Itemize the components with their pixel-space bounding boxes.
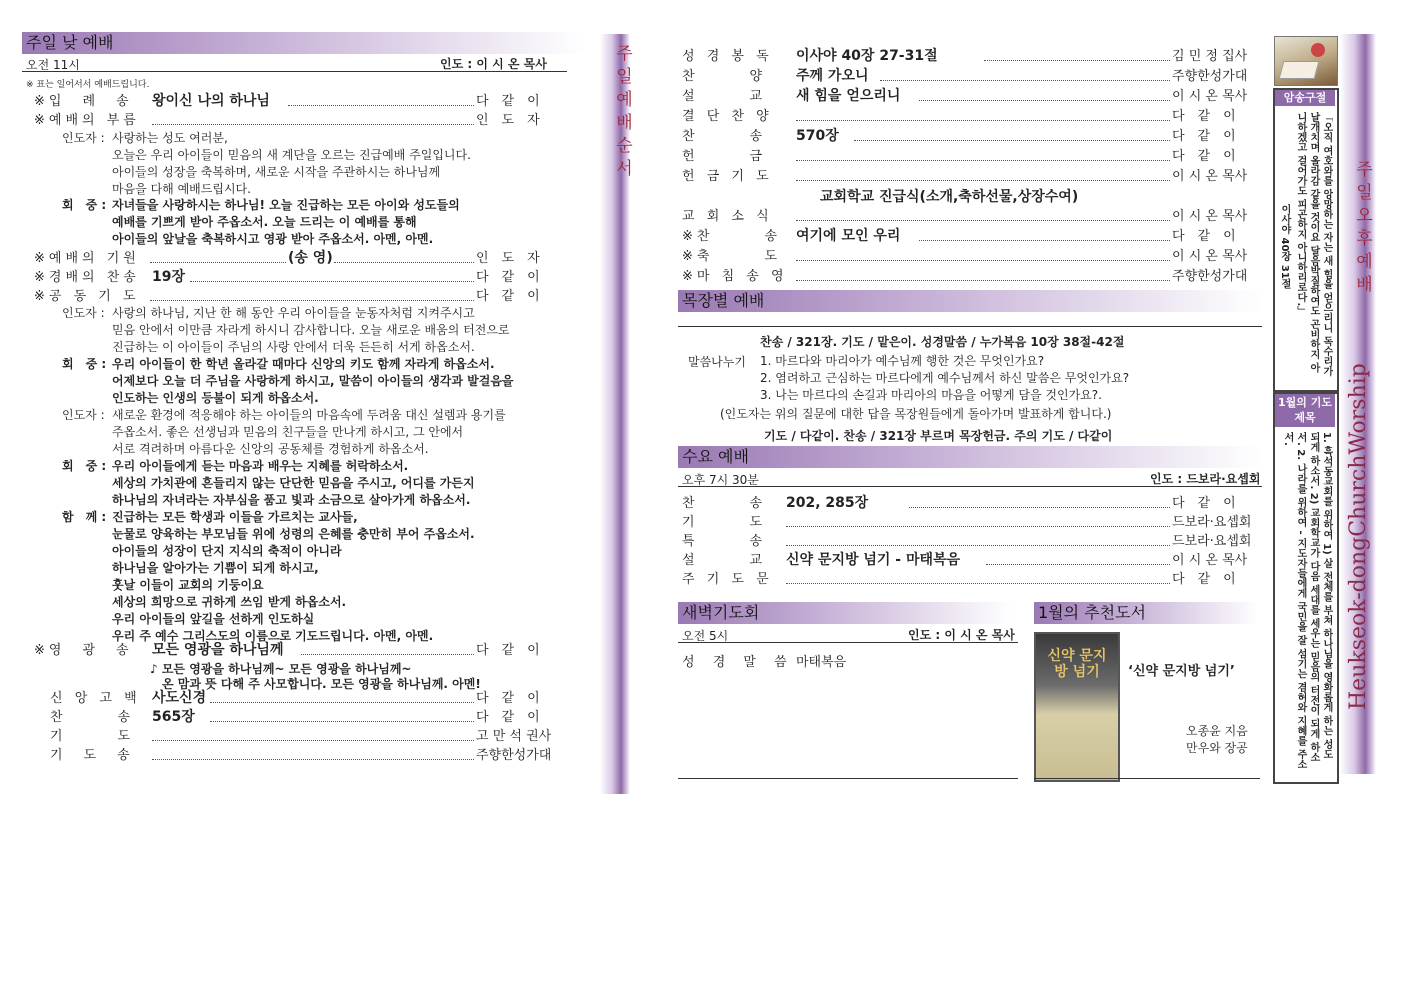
call-leader-line: 아이들의 성장을 축복하며, 새로운 시작을 주관하시는 하나님께 [112, 165, 441, 179]
glory-song-value: 모든 영광을 하나님께 [152, 642, 284, 658]
prayer-line: 우리 주 예수 그리스도의 이름으로 기도드립니다. 아멘, 아멘. [112, 629, 434, 643]
section-title-wednesday: 수요 예배 [678, 446, 1262, 468]
cell-question-2: 2. 염려하고 근심하는 마르다에게 예수님께서 하신 말씀은 무엇인가요? [760, 371, 1130, 385]
right-order-3-who: 다 같 이 [1172, 109, 1236, 124]
left-order4-1-value: 565장 [152, 709, 195, 725]
left-order4-2-who: 고 만 석 권사 [476, 729, 552, 744]
cell-question-1: 1. 마르다와 마리아가 예수님께 행한 것은 무엇인가요? [760, 354, 1045, 368]
dawn-label: 성 경 말 씀 [682, 655, 794, 670]
call-congregation-line: 아이들의 앞날을 축복하시고 영광 받아 주옵소서. 아멘, 아멘. [112, 232, 434, 246]
call-leader-line: 오늘은 우리 아이들이 믿음의 새 계단을 오르는 진급예배 주일입니다. [112, 148, 471, 162]
right-order-1-leader-dots [880, 80, 1170, 81]
divider [678, 486, 1262, 487]
prayer-line: 사랑의 하나님, 지난 한 해 동안 우리 아이들을 눈동자처럼 지켜주시고 [112, 306, 475, 320]
right-orderb-0-leader-dots [796, 220, 1170, 221]
prayer-line: 우리 아이들의 앞길을 선하게 인도하실 [112, 612, 315, 626]
book-icon [1279, 61, 1320, 79]
wed-order-4-who: 다 같 이 [1172, 572, 1236, 587]
right-orderb-1-label: ※찬 송 [682, 229, 782, 244]
cell-qlabel: 말씀나누기 [688, 355, 746, 369]
right-order-4-label: 찬 송 [682, 129, 767, 144]
bible-rose-image [1274, 36, 1338, 86]
wed-order-0-leader-dots [909, 507, 1170, 508]
glory-song-label: ※영 광 송 [34, 643, 133, 658]
right-order-4-value: 570장 [796, 128, 839, 144]
right-order-0-value: 이사야 40장 27-31절 [796, 48, 938, 64]
left-order4-2-label: 기 도 [50, 729, 135, 744]
prayer-label: 회 중 : [62, 357, 107, 371]
right-order-1-label: 찬 양 [682, 69, 767, 84]
prayer-line: 훗날 이들이 교회의 기둥이요 [112, 578, 264, 592]
right-orderb-3-leader-dots [796, 280, 1170, 281]
left-order2-who: 인 도 자 [476, 251, 540, 266]
left-order4-2-leader-dots [152, 740, 474, 741]
dawn-time: 오전 5시 [682, 629, 729, 643]
call-leader-line: 마음을 다해 예배드립시다. [112, 182, 251, 196]
wed-order-0-label: 찬 송 [682, 496, 767, 511]
wed-order-0-value: 202, 285장 [786, 495, 869, 511]
right-order-5-who: 다 같 이 [1172, 149, 1236, 164]
call-label-leader: 인도자 : [62, 131, 105, 145]
prayer-label: 회 중 : [62, 459, 107, 473]
prayer-label: 인도자 : [62, 306, 105, 320]
left-order4-1-label: 찬 송 [50, 710, 135, 725]
right-orderb-2-leader-dots [796, 260, 1170, 261]
left-order2-dots-b [334, 262, 474, 263]
left-order4-0-who: 다 같 이 [476, 691, 540, 706]
left-order2-who: 다 같 이 [476, 270, 540, 285]
left-order2-dots [190, 281, 474, 282]
section-title-dawn: 새벽기도회 [678, 602, 1012, 624]
cell-end: 기도 / 다같이. 찬송 / 321장 부르며 목장헌금. 주의 기도 / 다같이 [764, 429, 1113, 443]
right-order-2-value: 새 힘을 얻으리니 [796, 88, 901, 104]
prayer-line: 인도하는 인생의 등불이 되게 하옵소서. [112, 391, 319, 405]
right-order-6-label: 헌 금 기 도 [682, 169, 773, 184]
right-order-4-leader-dots [854, 140, 1170, 141]
prayer-line: 믿음 안에서 이만큼 자라게 하시니 감사합니다. 오늘 새로운 배움의 터전으로 [112, 323, 510, 337]
wed-order-3-label: 설 교 [682, 553, 767, 568]
service-leader: 인도 : 이 시 온 목사 [440, 57, 547, 71]
right-order-3-label: 결 단 찬 양 [682, 109, 773, 124]
wed-order-4-label: 주 기 도 문 [682, 572, 773, 587]
book-publisher: 만우와 장공 [1186, 741, 1248, 755]
right-order-0-who: 김 민 정 집사 [1172, 49, 1248, 64]
gloria-line-1: ♪ 모든 영광을 하나님께~ 모든 영광을 하나님께~ [150, 662, 412, 676]
divider [1034, 778, 1260, 779]
cell-line1: 찬송 / 321장. 기도 / 맡은이. 성경말씀 / 누가복음 10장 38절-42절 [760, 335, 1125, 349]
wed-order-4-leader-dots [786, 583, 1170, 584]
prayer-label: 인도자 : [62, 408, 105, 422]
right-orderb-2-label: ※축 도 [682, 249, 782, 264]
afternoon-title: 주일오후예배 [1352, 160, 1372, 298]
right-order-5-leader-dots [796, 160, 1170, 161]
left-order4-0-leader-dots [210, 702, 474, 703]
right-order-0-leader-dots [984, 60, 1170, 61]
promotion-ceremony: 교회학교 진급식(소개,축하선물,상장수여) [820, 189, 1079, 205]
left-order4-1-who: 다 같 이 [476, 710, 540, 725]
prayer-line: 세상의 가치관에 흔들리지 않는 단단한 믿음을 주시고, 어디를 가든지 [112, 476, 475, 490]
right-order-2-who: 이 시 온 목사 [1172, 89, 1248, 104]
book-author: 오종윤 지음 [1186, 724, 1248, 738]
left-order2-value: 19장 [152, 269, 186, 285]
wed-order-3-leader-dots [986, 564, 1170, 565]
right-orderb-3-who: 주향한성가대 [1172, 269, 1248, 284]
left-order-0-who: 다 같 이 [476, 94, 540, 109]
right-orderb-0-label: 교 회 소 식 [682, 209, 773, 224]
right-order-6-who: 이 시 온 목사 [1172, 169, 1248, 184]
rose-icon [1311, 43, 1325, 57]
left-order4-1-leader-dots [210, 721, 474, 722]
left-order4-0-label: 신 앙 고 백 [50, 691, 141, 706]
call-congregation-line: 자녀들을 사랑하시는 하나님! 오늘 진급하는 모든 아이와 성도들의 [112, 198, 460, 212]
prayer-line: 세상의 희망으로 귀하게 쓰임 받게 하옵소서. [112, 595, 347, 609]
left-order2-label: ※경배의 찬송 [34, 270, 140, 285]
prayer-line: 진급하는 모든 학생과 이들을 가르치는 교사들, [112, 510, 358, 524]
left-order2-value: (송 영) [288, 250, 333, 266]
prayer-line: 서로 격려하며 아름다운 신앙의 공동체를 경험하게 하옵소서. [112, 442, 429, 456]
call-congregation-line: 예배를 기쁘게 받아 주옵소서. 오늘 드리는 이 예배를 통해 [112, 215, 417, 229]
left-order-0-label: ※입 례 송 [34, 94, 133, 109]
right-order-2-label: 설 교 [682, 89, 767, 104]
divider [678, 778, 1018, 779]
glory-song-leader-dots [301, 654, 474, 655]
left-order4-3-leader-dots [152, 759, 474, 760]
left-order2-who: 다 같 이 [476, 289, 540, 304]
left-order4-3-label: 기 도 송 [50, 748, 134, 763]
prayer-line: 진급하는 이 아이들이 주님의 사랑 안에서 더욱 든든히 서게 하옵소서. [112, 340, 475, 354]
right-orderb-3-label: ※마 침 송 영 [682, 269, 788, 284]
wed-order-3-value: 신약 문지방 넘기 - 마태복음 [786, 552, 961, 568]
prayer-label: 함 께 : [62, 510, 107, 524]
left-order2-dots [150, 300, 474, 301]
service-time: 오전 11시 [26, 58, 80, 72]
left-order-1-label: ※예배의 부름 [34, 113, 140, 128]
prayer-line: 새로운 환경에 적응해야 하는 아이들의 마음속에 두려움 대신 설렘과 용기를 [112, 408, 506, 422]
gloria-line-2: 온 맘과 뜻 다해 주 사모합니다. 모든 영광을 하나님께. 아멘! [162, 677, 481, 691]
section-title-sunday: 주일 낮 예배 [22, 32, 586, 54]
prayer-line: 우리 아이들에게 듣는 마음과 배우는 지혜를 허락하소서. [112, 459, 409, 473]
right-orderb-1-who: 다 같 이 [1172, 229, 1236, 244]
church-script: Heukseok-dongChurchWorship [1346, 363, 1371, 710]
cell-question-3: 3. 나는 마르다의 손길과 마리아의 마음을 어떻게 담을 것인가요?. [760, 388, 1102, 402]
wed-order-1-who: 드보라·요셉회 [1172, 515, 1252, 530]
book-cover-title: 신약 문지방 넘기 [1047, 648, 1107, 680]
prayer-line: 하나님의 자녀라는 자부심을 품고 빛과 소금으로 살아가게 하옵소서. [112, 493, 471, 507]
dawn-leader: 인도 : 이 시 온 목사 [908, 628, 1015, 642]
divider [678, 642, 1018, 643]
right-order-0-label: 성 경 봉 독 [682, 49, 773, 64]
wed-order-3-who: 이 시 온 목사 [1172, 553, 1248, 568]
prayer-line: 어제보다 오늘 더 주님을 사랑하게 하시고, 말씀이 아이들의 생각과 발걸음을 [112, 374, 514, 388]
left-order2-label: ※공 동 기 도 [34, 289, 140, 304]
wed-leader: 인도 : 드보라·요셉회 [1150, 472, 1261, 486]
wed-order-1-label: 기 도 [682, 515, 767, 530]
memory-verse-ref: 이사야 40장 31절 [1279, 204, 1290, 289]
dawn-scripture: 마태복음 [796, 655, 847, 670]
memory-verse-title: 암송구절 [1275, 90, 1335, 106]
book-name: ‘신약 문지방 넘기’ [1128, 664, 1235, 679]
wed-order-2-who: 드보라·요셉회 [1172, 534, 1252, 549]
prayer-line: 아이들의 성장이 단지 지식의 축적이 아니라 [112, 544, 342, 558]
prayer-topic-title: 1월의 기도제목 [1275, 394, 1335, 427]
book-cover [1034, 632, 1120, 782]
section-title-book: 1월의 추천도서 [1034, 602, 1258, 624]
right-order-1-who: 주향한성가대 [1172, 69, 1248, 84]
wed-order-2-leader-dots [786, 545, 1170, 546]
right-orderb-1-value: 여기에 모인 우리 [796, 228, 901, 244]
divider [22, 71, 567, 72]
right-order-3-leader-dots [796, 120, 1170, 121]
right-order-5-label: 헌 금 [682, 149, 767, 164]
prayer-line: 눈물로 양육하는 부모님들 위에 성령의 은혜를 충만히 부어 주옵소서. [112, 527, 475, 541]
standing-note: ※ 표는 일어서서 예배드립니다. [26, 80, 150, 90]
glory-song-who: 다 같 이 [476, 643, 540, 658]
left-order-1-who: 인 도 자 [476, 113, 540, 128]
wed-order-2-label: 특 송 [682, 534, 767, 549]
call-leader-line: 사랑하는 성도 여러분, [112, 131, 228, 145]
left-order2-label: ※예배의 기원 [34, 251, 140, 266]
memory-verse-text: 「오직 여호와를 앙망하는 자는 새 힘을 얻으리니 독수리가 날개치며 올라감 같을 것이요 달음박질하여도 곤비하지 아니하겠고 걸어가도 피곤하지 아니하리로다.」 [1295, 112, 1332, 377]
middle-title: 주일예배순서 [612, 44, 632, 182]
section-title-cell: 목장별 예배 [678, 290, 1262, 312]
call-label-congregation: 회 중 : [62, 198, 107, 212]
right-order-6-leader-dots [796, 180, 1170, 181]
prayer-line: 하나님을 알아가는 기쁨이 되게 하시고, [112, 561, 319, 575]
right-order-4-who: 다 같 이 [1172, 129, 1236, 144]
cell-note: (인도자는 위의 질문에 대한 답을 목장원들에게 돌아가며 발표하게 합니다.) [720, 407, 1112, 421]
right-orderb-0-who: 이 시 온 목사 [1172, 209, 1248, 224]
left-order-1-leader-dots [152, 124, 474, 125]
prayer-line: 주옵소서. 좋은 선생님과 믿음의 친구들을 만나게 하시고, 그 안에서 [112, 425, 464, 439]
left-order-0-leader-dots [288, 105, 474, 106]
divider [678, 326, 1262, 327]
wed-time: 오후 7시 30분 [682, 473, 759, 487]
wed-order-1-leader-dots [786, 526, 1170, 527]
left-order-0-value: 왕이신 나의 하나님 [152, 93, 270, 109]
right-orderb-1-leader-dots [919, 240, 1170, 241]
prayer-line: 우리 아이들이 한 학년 올라갈 때마다 신앙의 키도 함께 자라게 하옵소서. [112, 357, 495, 371]
right-order-2-leader-dots [919, 100, 1170, 101]
prayer-topic-text: 1. 흑석동교회를 위하여 1) 살 전체를 부쳐 하나님을 영화롭게 하는 성도 되게 하소서. 2) 교회학교가 다음 세대를 세우는 믿음의 터전이 되게 하소서. 2. 나라를 위하여 - 지도자들에게 국민을 잘 섬기는 겸허와 지혜를 주소서. [1282, 432, 1332, 770]
left-order4-0-value: 사도신경 [152, 690, 207, 706]
wed-order-0-who: 다 같 이 [1172, 496, 1236, 511]
right-orderb-2-who: 이 시 온 목사 [1172, 249, 1248, 264]
right-order-1-value: 주께 가오니 [796, 68, 869, 84]
left-order2-dots-a [150, 262, 286, 263]
left-order4-3-who: 주향한성가대 [476, 748, 552, 763]
